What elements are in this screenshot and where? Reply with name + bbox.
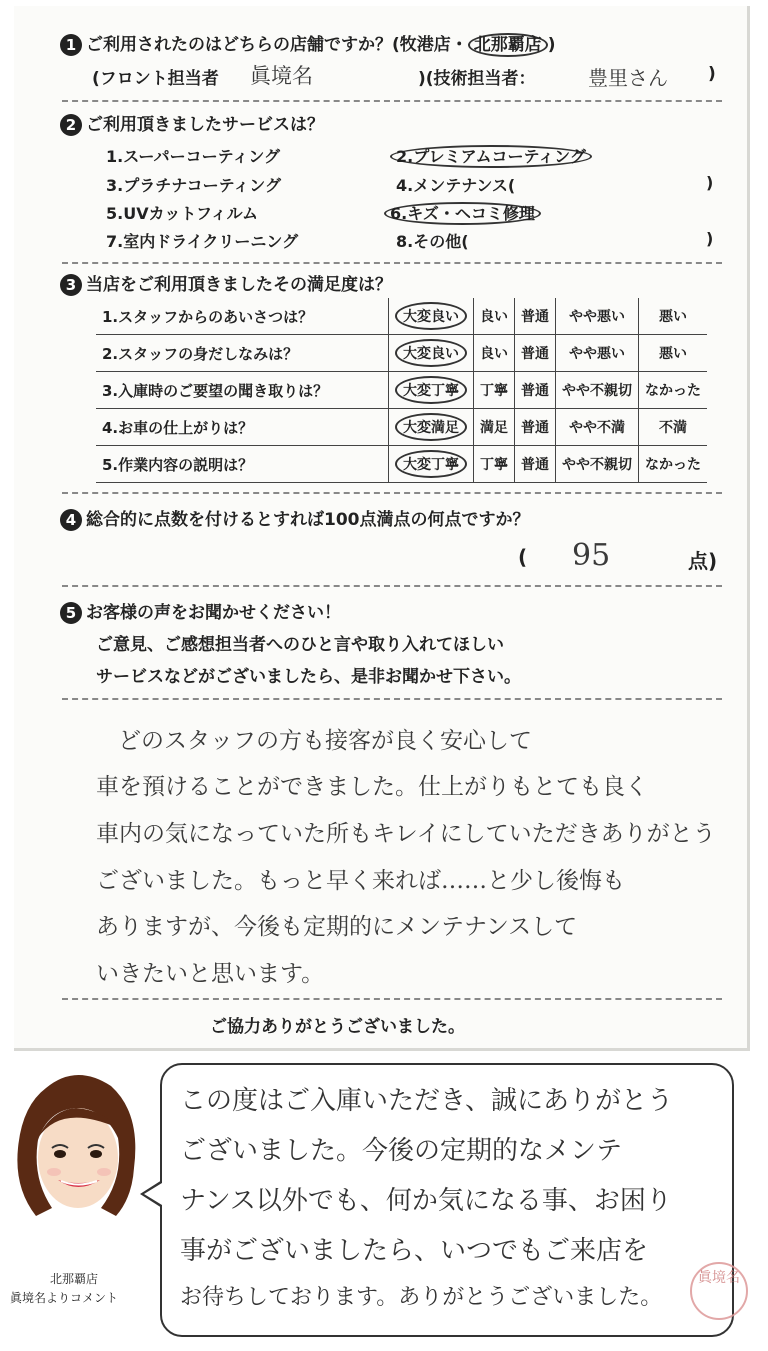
row-option: 悪い <box>639 335 708 372</box>
row-option: 大変丁寧 <box>389 372 474 409</box>
q1-tech-close: ) <box>708 64 716 84</box>
q4-number: 4 <box>60 509 82 531</box>
q2-number: 2 <box>60 114 82 136</box>
table-row <box>96 446 707 483</box>
thanks-text: ご協力ありがとうございました。 <box>210 1017 465 1037</box>
answer-line: ありますが、今後も定期的にメンテナンスして <box>96 914 578 940</box>
row-option: 普通 <box>515 446 556 483</box>
row-question: 3.入庫時のご要望の聞き取りは？ <box>102 381 329 400</box>
q1-tech-name: 豊里さん <box>588 66 668 90</box>
q1-number: 1 <box>60 34 82 56</box>
comment-line: お待ちしております。ありがとうございました。 <box>180 1285 663 1310</box>
q5-heading <box>60 598 341 624</box>
q1-tech-label: )(技術担当者： <box>418 69 536 89</box>
table-row <box>96 409 707 446</box>
row-option: やや不満 <box>556 409 639 446</box>
q4-heading <box>60 505 530 531</box>
q5-sub1: ご意見、ご感想担当者へのひと言や取り入れてほしい <box>96 635 504 655</box>
row-option: 良い <box>474 298 515 335</box>
service-item: 3.プラチナコーティング <box>106 176 281 195</box>
row-option: やや悪い <box>556 298 639 335</box>
q1-text: ご利用されたのはどちらの店舗ですか？( <box>86 35 400 55</box>
row-option: 丁寧 <box>474 446 515 483</box>
comment-line: ございました。今後の定期的なメンテ <box>180 1136 623 1166</box>
row-option: なかった <box>639 372 708 409</box>
service-item: 7.室内ドライクリーニング <box>106 232 299 251</box>
q1-store-b: 北那覇店 <box>468 33 548 57</box>
answer-line: ございました。もっと早く来れば……と少し後悔も <box>96 868 625 894</box>
satisfaction-table <box>96 298 707 483</box>
paren-close: ) <box>706 229 714 248</box>
answer-line: いきたいと思います。 <box>96 961 325 987</box>
row-option: 大変満足 <box>389 409 474 446</box>
q4-text: 総合的に点数を付けるとすれば100点満点の何点ですか？ <box>86 510 530 530</box>
paren-close: ) <box>706 173 714 192</box>
q5-number: 5 <box>60 602 82 624</box>
divider <box>62 262 722 264</box>
row-option: 普通 <box>515 372 556 409</box>
row-option: 大変丁寧 <box>389 446 474 483</box>
comment-line: ナンス以外でも、何か気になる事、お困り <box>180 1186 672 1216</box>
row-option: 普通 <box>515 335 556 372</box>
q1-separator: ・ <box>450 35 468 55</box>
row-question: 1.スタッフからのあいさつは？ <box>102 307 314 326</box>
answer-line: 車を預けることができました。仕上がりもとても良く <box>96 774 648 800</box>
q1-store-a: 牧港店 <box>399 35 451 55</box>
row-option: 丁寧 <box>474 372 515 409</box>
q4-unit: 点) <box>688 549 718 573</box>
divider <box>62 698 722 700</box>
bubble-tail-inner <box>144 1183 162 1205</box>
table-row <box>96 372 707 409</box>
answer-line: 車内の気になっていた所もキレイにしていただきありがとう <box>96 821 716 847</box>
service-item: 4.メンテナンス( <box>396 176 516 195</box>
service-item: 1.スーパーコーティング <box>106 147 281 166</box>
answer-line: どのスタッフの方も接客が良く安心して <box>118 728 532 754</box>
service-item: 5.UVカットフィルム <box>106 204 259 223</box>
staff-store: 北那覇店 <box>50 1272 99 1286</box>
q1-close: ) <box>547 35 556 55</box>
row-option: やや不親切 <box>556 372 639 409</box>
row-option: やや不親切 <box>556 446 639 483</box>
q5-text: お客様の声をお聞かせください！ <box>86 603 341 623</box>
row-option: 大変良い <box>389 335 474 372</box>
q1-front-label: (フロント担当者 <box>92 69 219 89</box>
q4-score: 95 <box>572 538 611 573</box>
staff-caption: 眞境名よりコメント <box>10 1291 119 1305</box>
row-question: 4.お車の仕上がりは？ <box>102 418 254 437</box>
service-item: 8.その他( <box>396 232 469 251</box>
q1-line <box>60 30 556 56</box>
table-row <box>96 335 707 372</box>
q3-number: 3 <box>60 274 82 296</box>
row-option: なかった <box>639 446 708 483</box>
row-option: 普通 <box>515 409 556 446</box>
name-stamp: 眞境名 <box>690 1262 748 1320</box>
q2-heading <box>60 110 324 136</box>
divider <box>62 998 722 1000</box>
row-option: 不満 <box>639 409 708 446</box>
row-option: 満足 <box>474 409 515 446</box>
service-item: 2.プレミアムコーティング <box>390 144 592 167</box>
row-option: やや悪い <box>556 335 639 372</box>
q3-heading <box>60 270 392 296</box>
divider <box>62 100 722 102</box>
comment-line: この度はご入庫いただき、誠にありがとう <box>180 1086 673 1116</box>
row-option: 悪い <box>639 298 708 335</box>
service-item: 6.キズ・ヘコミ修理 <box>384 201 541 224</box>
q1-front-name: 眞境名 <box>250 64 313 88</box>
row-question: 5.作業内容の説明は？ <box>102 455 254 474</box>
comment-line: 事がございましたら、いつでもご来店を <box>180 1236 649 1266</box>
row-option: 大変良い <box>389 298 474 335</box>
divider <box>62 492 722 494</box>
row-question: 2.スタッフの身だしなみは？ <box>102 344 299 363</box>
q5-sub2: サービスなどがございましたら、是非お聞かせ下さい。 <box>96 667 521 687</box>
row-option: 良い <box>474 335 515 372</box>
q2-text: ご利用頂きましたサービスは？ <box>86 115 324 135</box>
divider <box>62 585 722 587</box>
table-row <box>96 298 707 335</box>
q3-text: 当店をご利用頂きましたその満足度は？ <box>86 275 392 295</box>
q4-open: ( <box>518 545 528 569</box>
row-option: 普通 <box>515 298 556 335</box>
staff-avatar <box>6 1068 146 1218</box>
